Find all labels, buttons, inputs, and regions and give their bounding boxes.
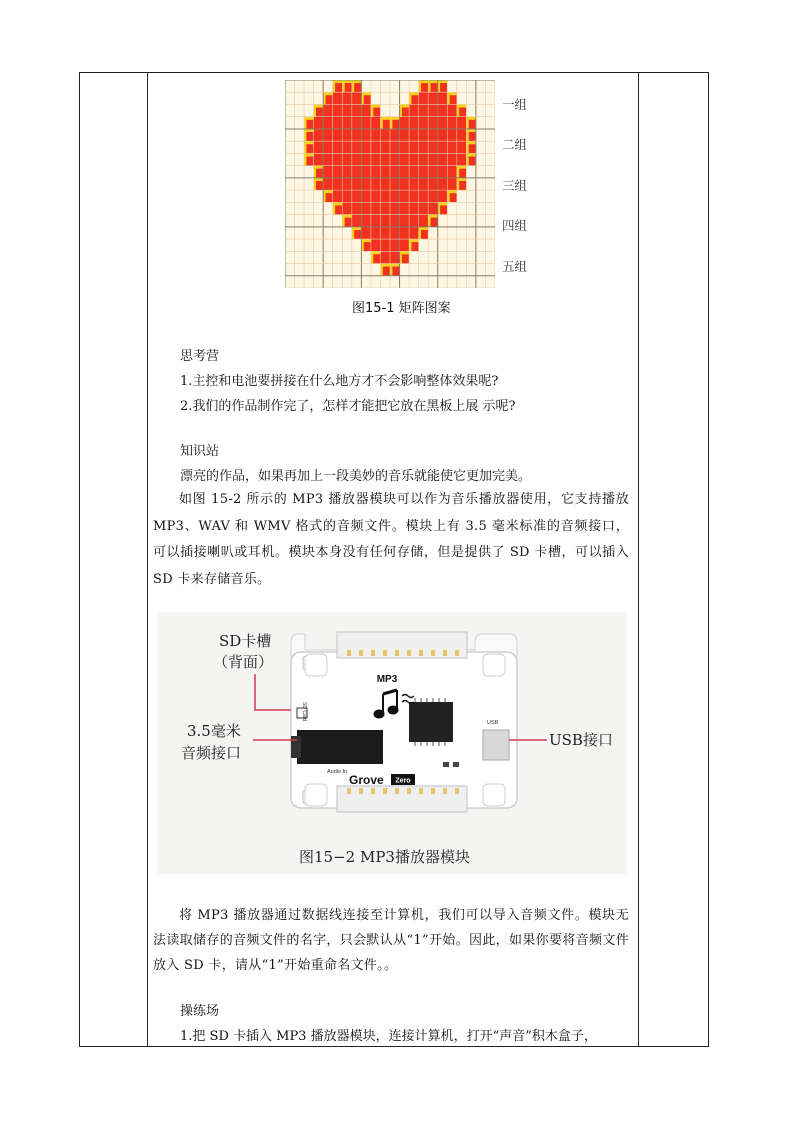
matrix-cell [380, 141, 390, 153]
matrix-cell [447, 141, 457, 153]
matrix-cell [342, 190, 352, 202]
matrix-cell-core [469, 144, 476, 153]
matrix-cell [361, 153, 371, 165]
bottom-connector [337, 786, 467, 812]
matrix-cell [342, 104, 352, 116]
matrix-cell-core [316, 108, 323, 117]
matrix-cell-core [469, 120, 476, 129]
matrix-cell [380, 239, 390, 251]
matrix-cell [409, 202, 419, 214]
matrix-cell [361, 129, 371, 141]
matrix-cell [323, 178, 333, 190]
matrix-cell-core [459, 169, 466, 178]
group-label-3: 三组 [502, 178, 528, 193]
matrix-cell [428, 92, 438, 104]
matrix-cell [428, 141, 438, 153]
matrix-cell [333, 104, 343, 116]
matrix-cell [380, 190, 390, 202]
sd-callout-line [255, 674, 291, 710]
matrix-cell [428, 166, 438, 178]
matrix-cell [457, 117, 467, 129]
matrix-cell-core [450, 193, 457, 202]
matrix-cell [447, 104, 457, 116]
matrix-cell [438, 117, 448, 129]
matrix-cell-core [440, 205, 447, 214]
practice-heading: 操练场 [180, 1004, 220, 1019]
knowledge-paragraph-1: 漂亮的作品，如果再加上一段美妙的音乐就能使它更加完美。 [180, 469, 532, 484]
matrix-cell [380, 166, 390, 178]
matrix-cell [438, 153, 448, 165]
group-label-5: 五组 [502, 259, 528, 274]
matrix-cell [409, 178, 419, 190]
matrix-cell [419, 104, 429, 116]
matrix-cell [371, 202, 381, 214]
matrix-cell [400, 227, 410, 239]
matrix-cell-core [306, 156, 313, 165]
matrix-cell [323, 104, 333, 116]
matrix-cell [438, 141, 448, 153]
knowledge-heading: 知识站 [180, 444, 220, 459]
matrix-cell-core [469, 156, 476, 165]
matrix-cell-core [335, 83, 342, 92]
matrix-cell [371, 153, 381, 165]
matrix-cell [390, 178, 400, 190]
matrix-cell [361, 166, 371, 178]
matrix-cell [333, 153, 343, 165]
matrix-cell [352, 190, 362, 202]
mp3-module-figure [157, 612, 627, 874]
matrix-cell [380, 227, 390, 239]
board-usb-label: USB [487, 720, 499, 726]
matrix-cell [419, 202, 429, 214]
matrix-cell [352, 104, 362, 116]
matrix-cell [419, 92, 429, 104]
table-column-divider-left [147, 72, 148, 1047]
matrix-cell [419, 190, 429, 202]
matrix-cell [333, 92, 343, 104]
matrix-cell-core [373, 108, 380, 117]
matrix-cell [342, 141, 352, 153]
matrix-cell [352, 117, 362, 129]
matrix-cell [400, 117, 410, 129]
matrix-cell-core [335, 205, 342, 214]
matrix-cell-core [354, 83, 361, 92]
matrix-cell [333, 178, 343, 190]
matrix-cell [361, 215, 371, 227]
table-column-divider-right [638, 72, 639, 1047]
usb-label: USB接口 [549, 731, 613, 749]
matrix-cell [447, 166, 457, 178]
think-question-2: 2.我们的作品制作完了，怎样才能把它放在黑板上展 示呢? [180, 399, 516, 414]
matrix-cell [361, 104, 371, 116]
matrix-cell [409, 117, 419, 129]
matrix-cell [342, 166, 352, 178]
matrix-cell [371, 178, 381, 190]
board-sd-label: SD Card [301, 702, 307, 722]
matrix-cell-core [326, 95, 333, 104]
matrix-cell [352, 166, 362, 178]
matrix-cell [380, 215, 390, 227]
matrix-cell [333, 117, 343, 129]
matrix-cell [323, 129, 333, 141]
matrix-cell [361, 202, 371, 214]
matrix-cell [428, 190, 438, 202]
usb-port [483, 730, 509, 760]
matrix-cell [333, 129, 343, 141]
knowledge-paragraph-2: 如图 15-2 所示的 MP3 播放器模块可以作为音乐播放器使用，它支持播放 MP3、WAV 和 WMV 格式的音频文件。模块上有 3.5 毫米标准的音频接口，可以插接喇叭或耳机。模块本身没有任何存储，但是提供了 SD 卡槽，可以插入 SD 卡来存储音乐。 [153, 492, 629, 587]
matrix-cell-core [421, 230, 428, 239]
matrix-cell-core [316, 181, 323, 190]
matrix-cell-core [354, 230, 361, 239]
matrix-cell [380, 251, 390, 263]
matrix-cell [419, 215, 429, 227]
matrix-cell [314, 141, 324, 153]
matrix-cell-core [383, 120, 390, 129]
matrix-cell [380, 129, 390, 141]
matrix-cell [409, 215, 419, 227]
board-audio-label: Audio In [327, 769, 348, 775]
matrix-cell [390, 202, 400, 214]
matrix-cell [438, 129, 448, 141]
matrix-cell [333, 141, 343, 153]
matrix-cell-core [402, 254, 409, 263]
matrix-cell [371, 129, 381, 141]
matrix-cell [352, 202, 362, 214]
think-heading: 思考营 [180, 349, 220, 364]
matrix-cell [342, 153, 352, 165]
matrix-cell [333, 190, 343, 202]
think-question-1: 1.主控和电池要拼接在什么地方才不会影响整体效果呢? [180, 374, 499, 389]
mp3-chip [409, 702, 453, 742]
matrix-cell [419, 117, 429, 129]
matrix-cell [323, 117, 333, 129]
matrix-cell [438, 178, 448, 190]
matrix-cell [428, 117, 438, 129]
matrix-cell [409, 227, 419, 239]
audio-jack [297, 730, 383, 764]
matrix-cell [447, 178, 457, 190]
matrix-cell-core [306, 132, 313, 141]
matrix-cell-core [440, 83, 447, 92]
matrix-cell [438, 92, 448, 104]
top-connector [337, 632, 467, 658]
matrix-cell [361, 117, 371, 129]
matrix-cell [419, 153, 429, 165]
group-label-4: 四组 [502, 218, 528, 233]
matrix-cell [323, 153, 333, 165]
matrix-cell-core [345, 218, 352, 227]
matrix-cell [447, 129, 457, 141]
matrix-cell-core [345, 83, 352, 92]
matrix-cell [457, 153, 467, 165]
matrix-cell [371, 215, 381, 227]
group-label-1: 一组 [502, 97, 528, 112]
matrix-cell [390, 215, 400, 227]
audio-label-line1: 3.5毫米 [187, 722, 241, 740]
matrix-cell [409, 153, 419, 165]
matrix-cell [419, 129, 429, 141]
board-brand: Grove [349, 773, 384, 787]
matrix-cell-core [364, 242, 371, 251]
matrix-cell [419, 178, 429, 190]
matrix-cell-core [469, 132, 476, 141]
matrix-cell [400, 178, 410, 190]
matrix-cell [390, 239, 400, 251]
matrix-cell [419, 166, 429, 178]
board-title: MP3 [376, 674, 398, 685]
matrix-cell [352, 215, 362, 227]
matrix-cell [352, 153, 362, 165]
matrix-cell [409, 129, 419, 141]
matrix-cell [400, 190, 410, 202]
matrix-cell-core [459, 181, 466, 190]
matrix-cell-core [383, 267, 390, 276]
matrix-cell-core [306, 144, 313, 153]
matrix-cell-core [316, 169, 323, 178]
practice-step-1: 1.把 SD 卡插入 MP3 播放器模块，连接计算机，打开“声音”积木盒子， [180, 1029, 597, 1044]
figure1-caption: 图15-1 矩阵图案 [352, 301, 451, 316]
matrix-cell [380, 178, 390, 190]
matrix-cell [409, 104, 419, 116]
matrix-cell [390, 141, 400, 153]
matrix-cell-core [364, 95, 371, 104]
matrix-cell [314, 117, 324, 129]
matrix-cell [371, 141, 381, 153]
matrix-cell [400, 153, 410, 165]
matrix-cell-core [326, 193, 333, 202]
matrix-cell [438, 190, 448, 202]
matrix-cell [314, 153, 324, 165]
matrix-cell [371, 190, 381, 202]
matrix-cell [390, 251, 400, 263]
matrix-cell [409, 166, 419, 178]
matrix-cell [428, 104, 438, 116]
matrix-cell [438, 166, 448, 178]
matrix-cell [371, 239, 381, 251]
sd-sublabel: （背面） [213, 653, 274, 671]
matrix-cell [342, 92, 352, 104]
matrix-cell [457, 141, 467, 153]
matrix-cell [447, 153, 457, 165]
matrix-cell [400, 129, 410, 141]
matrix-cell [400, 239, 410, 251]
matrix-cell [447, 117, 457, 129]
audio-label-line2: 音频接口 [181, 744, 242, 762]
matrix-cell [342, 178, 352, 190]
matrix-cell [409, 190, 419, 202]
matrix-cell [400, 166, 410, 178]
matrix-cell [371, 227, 381, 239]
matrix-cell-core [431, 83, 438, 92]
matrix-cell [428, 129, 438, 141]
matrix-cell [390, 227, 400, 239]
matrix-cell [428, 202, 438, 214]
matrix-cell-core [392, 120, 399, 129]
matrix-cell [342, 129, 352, 141]
matrix-cell-core [411, 95, 418, 104]
matrix-cell-core [402, 108, 409, 117]
matrix-cell [314, 129, 324, 141]
board-brand-tag: Zero [395, 777, 411, 785]
matrix-cell-core [459, 108, 466, 117]
matrix-cell [352, 178, 362, 190]
matrix-cell [361, 141, 371, 153]
matrix-cell [323, 141, 333, 153]
matrix-cell [342, 117, 352, 129]
matrix-cell [371, 117, 381, 129]
matrix-cell [400, 202, 410, 214]
matrix-cell [428, 153, 438, 165]
matrix-cell [428, 178, 438, 190]
matrix-cell [361, 178, 371, 190]
matrix-cell-core [431, 218, 438, 227]
matrix-cell-core [411, 242, 418, 251]
matrix-cell [361, 227, 371, 239]
figure2-caption: 图15−2 MP3播放器模块 [299, 848, 470, 866]
matrix-cell [400, 141, 410, 153]
usage-paragraph: 将 MP3 播放器通过数据线连接至计算机，我们可以导入音频文件。模块无法读取储存的音频文件的名字，只会默认从“1”开始。因此，如果你要将音频文件放入 SD 卡，请从“1”开始重命名文件。。 [153, 908, 629, 973]
matrix-cell-core [392, 267, 399, 276]
matrix-cell [390, 153, 400, 165]
matrix-cell [352, 141, 362, 153]
matrix-cell-core [306, 120, 313, 129]
matrix-cell [342, 202, 352, 214]
matrix-cell-core [450, 95, 457, 104]
matrix-cell [409, 141, 419, 153]
matrix-cell [390, 129, 400, 141]
matrix-cell-core [373, 254, 380, 263]
group-label-2: 二组 [502, 137, 528, 152]
matrix-cell [438, 104, 448, 116]
matrix-cell [323, 166, 333, 178]
matrix-cell [400, 215, 410, 227]
matrix-cell [361, 190, 371, 202]
matrix-cell [419, 141, 429, 153]
matrix-cell [352, 92, 362, 104]
matrix-cell [380, 153, 390, 165]
matrix-cell [457, 129, 467, 141]
matrix-cell [333, 166, 343, 178]
matrix-cell [390, 190, 400, 202]
matrix-cell-core [421, 83, 428, 92]
matrix-cell [380, 202, 390, 214]
matrix-cell [390, 166, 400, 178]
heart-matrix-figure [285, 80, 495, 288]
matrix-cell [371, 166, 381, 178]
mp3-module-illustration [157, 612, 627, 874]
matrix-cell [352, 129, 362, 141]
sd-label: SD卡槽 [219, 632, 272, 650]
